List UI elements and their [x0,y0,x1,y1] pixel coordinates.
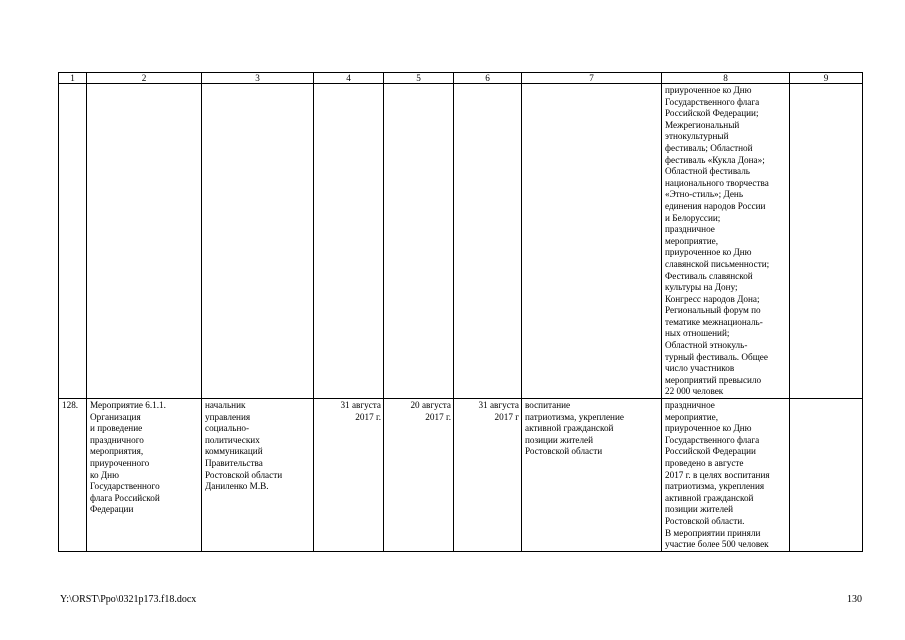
cell-text-line: управления [205,411,251,422]
cell-text-line: Российской Федерации; [665,108,759,119]
cell-text-line: тематике межнациональ- [665,316,763,327]
cell-text-line: число участников [665,363,735,374]
cell-number: 128. [59,399,87,552]
cell-text-line: приуроченное ко Дню [665,85,752,95]
cell-text-line: проведено в августе [665,458,744,468]
cell-text-line: культуры на Дону; [665,282,738,293]
column-number-row [59,73,863,84]
cell-text-line: и Белоруссии; [665,212,721,223]
footer-file-path: Y:\ORST\Ppo\0321p173.f18.docx [60,594,197,605]
column-number: 1 [59,73,87,84]
cell-text-line: Ростовской области [525,446,603,457]
cell-text-line: мероприятий превысило [665,374,762,385]
column-number: 8 [662,73,790,84]
cell-text-line: приуроченное ко Дню [665,423,752,434]
cell-text-line: Ростовской области. [665,515,745,526]
cell-text-line: Конгресс народов Дона; [665,293,760,304]
cell-text-line: воспитание [525,400,571,411]
cell-note [790,84,863,399]
cell-text-line: 2017 г [494,411,519,422]
cell-text-line: политических [205,434,260,445]
cell-text-line: Ростовской области [205,469,283,480]
cell-actual-result [662,399,790,552]
cell-actual-result [662,84,790,399]
column-number: 9 [790,73,863,84]
cell-text-line: фестиваль «Кукла Дона»; [665,154,765,165]
cell-expected-result [522,399,662,552]
cell-text-line: Даниленко М.В. [205,481,269,492]
cell-text-line: Фестиваль славянской [665,270,753,281]
cell-text-line: Мероприятие 6.1.1. [90,400,166,411]
cell-text-line: 2017 г. [355,411,381,422]
cell-text-line: 31 августа [478,400,519,411]
cell-text-line: Региональный форум по [665,305,761,316]
cell-text-line: флага Российской [90,492,160,503]
report-table [58,72,863,552]
cell-text-line: 22 000 человек [665,386,724,397]
cell-planned-date [314,84,384,399]
cell-responsible [202,84,314,399]
cell-text-line: В мероприятии приняли [665,527,761,538]
cell-text-line: Областной этнокуль- [665,340,748,351]
cell-responsible [202,399,314,552]
cell-text-line: ко Дню [90,469,119,480]
cell-text-line: ных отношений; [665,328,730,339]
cell-text-line: Организация [90,411,141,422]
cell-text-line: позиции жителей [525,434,594,445]
cell-text-line: 31 августа [340,400,381,411]
cell-text-line: приуроченного [90,458,150,468]
column-number: 7 [522,73,662,84]
cell-note [790,399,863,552]
cell-activity [87,399,202,552]
column-number: 5 [384,73,454,84]
cell-actual-end [454,84,522,399]
cell-text-line: «Этно-стиль»; День [665,189,744,200]
cell-text-line: фестиваль; Областной [665,142,753,153]
cell-text-line: социально- [205,423,250,434]
cell-text-line: активной гражданской [665,492,754,503]
cell-text-line: Правительства [205,458,263,468]
cell-number [59,84,87,399]
cell-text-line: 2017 г. в целях воспитания [665,469,770,480]
cell-text-line: приуроченное ко Дню [665,247,752,258]
cell-text-line: 2017 г. [425,411,451,422]
cell-text-line: Государственного [90,481,160,492]
cell-actual-end [454,399,522,552]
cell-text-line: 20 августа [410,400,451,411]
cell-text-line: Государственного флага [665,96,760,107]
cell-text-line: Российской Федерации [665,446,756,457]
cell-text-line: Областной фестиваль [665,166,750,177]
cell-text-line: участие более 500 человек [665,539,769,550]
cell-actual-start [384,84,454,399]
cell-text-line: этнокультурный [665,131,729,142]
cell-text-line: и проведение [90,423,143,434]
cell-text-line: мероприятия, [90,446,144,457]
column-number: 3 [202,73,314,84]
cell-text-line: активной гражданской [525,423,614,434]
cell-text-line: Межрегиональный [665,119,740,130]
page-number: 130 [847,594,862,605]
cell-text-line: турный фестиваль. Общее [665,351,768,362]
cell-text-line: национального творчества [665,177,769,188]
cell-text-line: славянской письменности; [665,258,770,269]
cell-actual-start [384,399,454,552]
cell-text-line: мероприятие, [665,411,719,422]
cell-text-line: коммуникаций [205,446,263,457]
cell-text-line: патриотизма, укрепление [525,411,624,422]
cell-planned-date [314,399,384,552]
cell-text-line: начальник [205,400,246,411]
cell-text-line: позиции жителей [665,504,734,515]
cell-text-line: праздничное [665,400,715,411]
cell-text-line: Федерации [90,504,134,515]
cell-expected-result [522,84,662,399]
column-number: 2 [87,73,202,84]
cell-text-line: мероприятие, [665,235,719,246]
table-row-128 [59,399,863,552]
cell-text-line: Государственного флага [665,434,760,445]
table-row-continued [59,84,863,399]
column-number: 6 [454,73,522,84]
cell-text-line: праздничное [665,224,715,235]
cell-text-line: единения народов России [665,200,766,211]
cell-text-line: праздничного [90,434,144,445]
column-number: 4 [314,73,384,84]
cell-activity [87,84,202,399]
cell-text-line: патриотизма, укрепления [665,481,765,492]
